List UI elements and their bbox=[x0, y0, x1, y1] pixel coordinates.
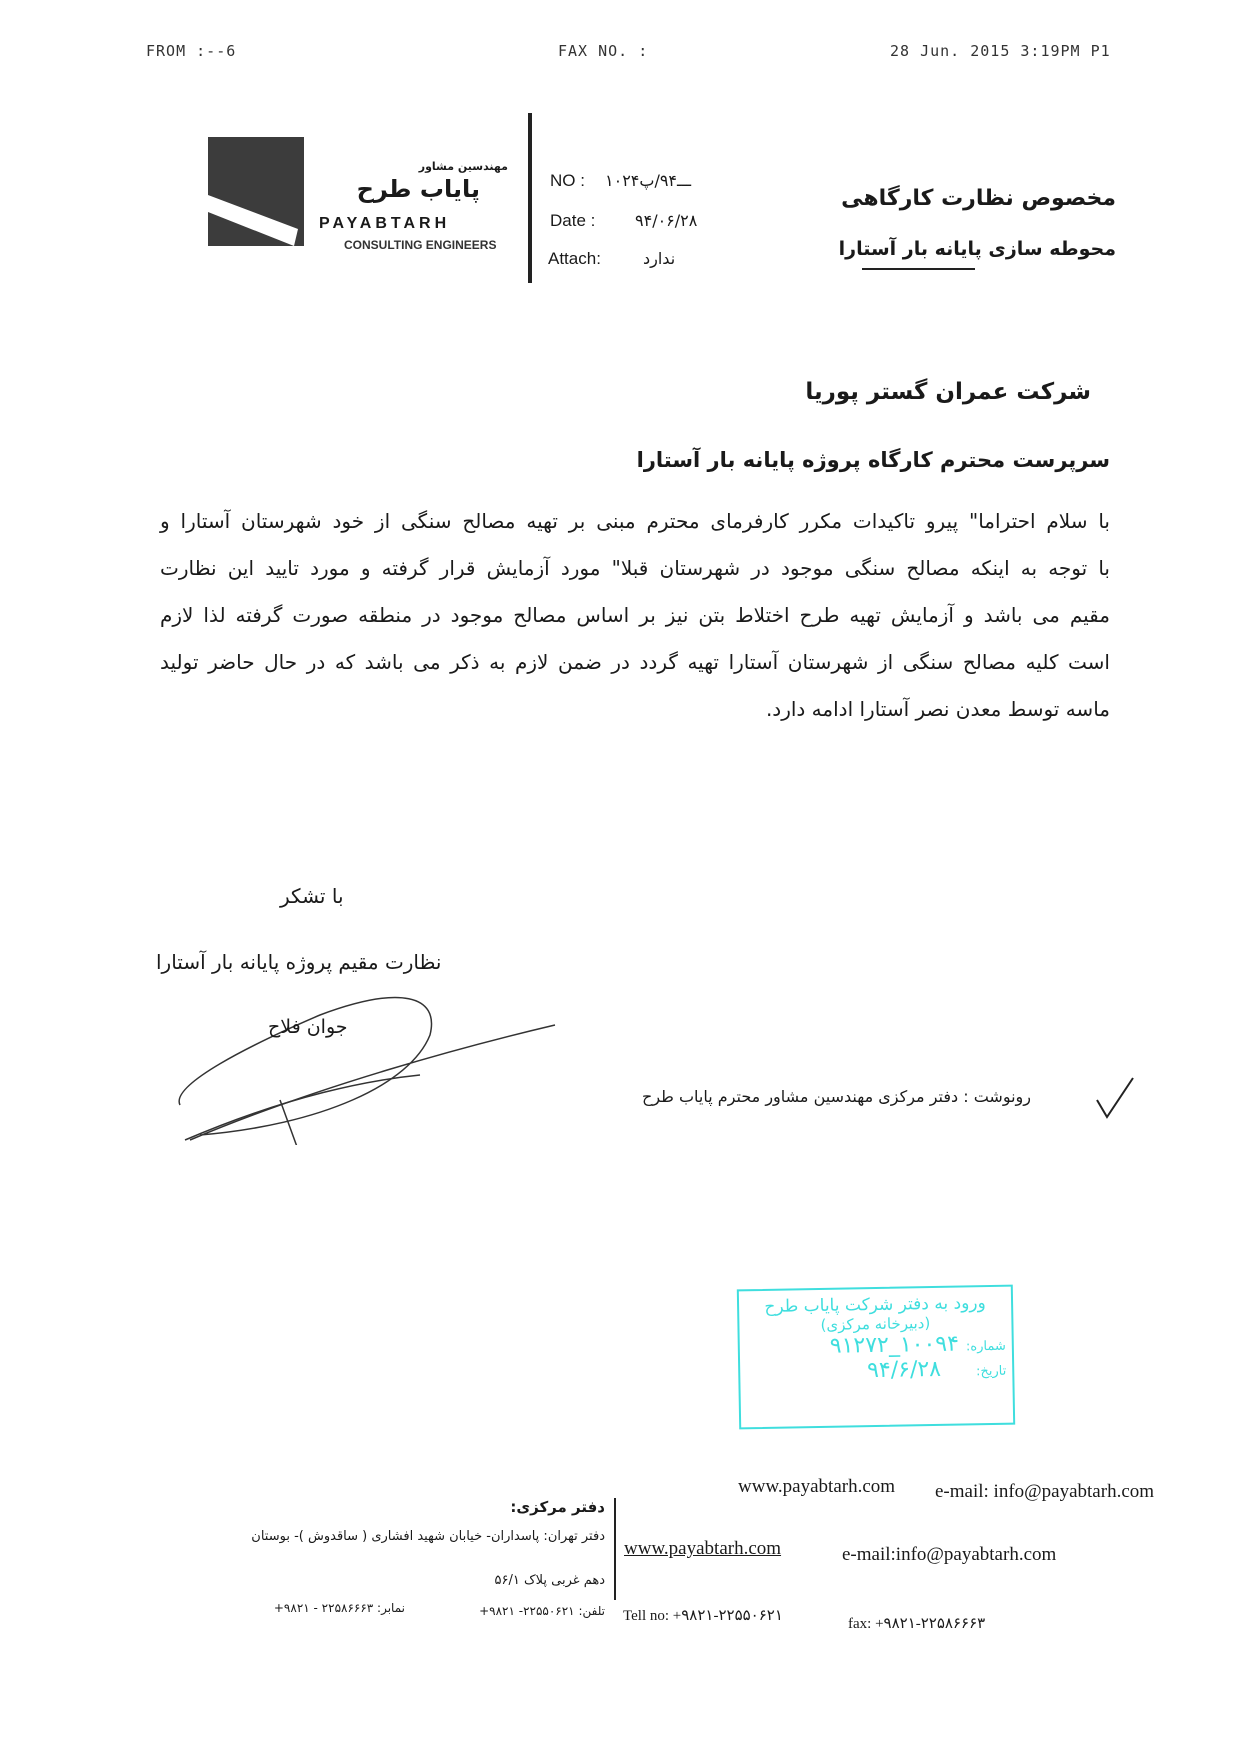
recipient: شرکت عمران گستر پوریا bbox=[805, 379, 1091, 405]
fax-number: FAX NO. : bbox=[558, 42, 649, 60]
footer-phone-fa: تلفن: ۲۲۵۵۰۶۲۱- ۹۸۲۱+ bbox=[479, 1604, 605, 1618]
stamp-date-label: تاریخ: bbox=[975, 1363, 1007, 1380]
body-line: مقیم می باشد و آزمایش تهیه طرح اختلاط بتن نیز بر اساس مصالح موجود در منطقه صورت گرفته لذا لازم bbox=[160, 603, 1110, 627]
signature-icon bbox=[170, 985, 560, 1145]
stamp-number-value: ۱۰۰۹۴_۹۱۲۷۲ bbox=[829, 1331, 960, 1359]
body-line: با سلام احتراما" پیرو تاکیدات مکرر کارفرمای محترم مبنی بر تهیه مصالح سنگی از خود شهرستان آستارا و bbox=[160, 509, 1110, 533]
letter-number-value: ۱۰۲۴ـــ۹۴/پ bbox=[605, 171, 692, 190]
signature-name: جوان فلاح bbox=[268, 1016, 348, 1038]
header-divider bbox=[528, 113, 532, 283]
attachment-value: ندارد bbox=[643, 249, 676, 268]
stamp-date-value: ۹۴/۶/۲۸ bbox=[866, 1356, 942, 1384]
footer-office-title: دفتر مرکزی: bbox=[510, 1498, 605, 1516]
logo-en-name: PAYABTARH bbox=[319, 215, 451, 232]
fax-from: FROM :--6 bbox=[146, 42, 237, 60]
body-line: با توجه به اینکه مصالح سنگی موجود در شهرستان قبلا" مورد آزمایش قرار گرفته و مورد تایید این نظارت bbox=[160, 556, 1110, 580]
body-line: است کلیه مصالح سنگی از شهرستان آستارا تهیه گردد در ضمن لازم به ذکر می باشد که در حال حاضر تولید bbox=[160, 650, 1110, 674]
letter-date-value: ۹۴/۰۶/۲۸ bbox=[635, 211, 698, 230]
company-logo bbox=[208, 137, 304, 246]
received-stamp bbox=[737, 1285, 1015, 1430]
footer-tel: Tell no: +۹۸۲۱-۲۲۵۵۰۶۲۱ bbox=[623, 1608, 783, 1624]
footer-email[interactable]: e-mail:info@payabtarh.com bbox=[842, 1544, 1057, 1565]
logo-mark-icon bbox=[208, 137, 304, 246]
attachment-label: Attach: bbox=[548, 249, 601, 268]
letter-body bbox=[160, 498, 1110, 733]
footer-web-top[interactable]: www.payabtarh.com bbox=[738, 1476, 896, 1497]
project-title: محوطه سازی پایانه بار آستارا bbox=[838, 238, 1116, 260]
logo-fa-name: پایاب طرح bbox=[356, 175, 480, 203]
footer-divider bbox=[614, 1498, 616, 1600]
footer-address2: دهم غربی پلاک ۵۶/۱ bbox=[494, 1573, 605, 1588]
cc-line: رونوشت : دفتر مرکزی مهندسین مشاور محترم پایاب طرح bbox=[642, 1087, 1031, 1106]
logo-fa-top: مهندسین مشاور bbox=[418, 160, 508, 173]
checkmark-icon bbox=[1095, 1075, 1135, 1120]
project-title-underline bbox=[862, 268, 975, 270]
stamp-line1: ورود به دفتر شرکت پایاب طرح bbox=[764, 1293, 986, 1317]
stamp-number-label: شماره: bbox=[965, 1338, 1006, 1355]
fax-datetime: 28 Jun. 2015 3:19PM P1 bbox=[890, 42, 1111, 60]
logo-en-sub: CONSULTING ENGINEERS bbox=[344, 238, 497, 252]
footer-fax-fa: نمابر: ۲۲۵۸۶۶۶۳ - ۹۸۲۱+ bbox=[273, 1601, 405, 1615]
footer-address1: دفتر تهران: پاسداران- خیابان شهید افشاری ( ساقدوش )- بوستان bbox=[251, 1529, 605, 1544]
letter-date-label: Date : bbox=[550, 211, 596, 230]
letter-title: مخصوص نظارت کارگاهی bbox=[841, 186, 1116, 211]
footer-web[interactable]: www.payabtarh.com bbox=[624, 1538, 782, 1559]
closing: با تشکر bbox=[280, 884, 344, 908]
footer-fax: fax: +۹۸۲۱-۲۲۵۸۶۶۶۳ bbox=[848, 1616, 986, 1632]
signer-title: نظارت مقیم پروژه پایانه بار آستارا bbox=[156, 950, 442, 974]
footer-email-top[interactable]: e-mail: info@payabtarh.com bbox=[935, 1481, 1155, 1502]
letter-number-label: NO : bbox=[550, 171, 585, 190]
stamp-line2: (دبیرخانه مرکزی) bbox=[820, 1314, 931, 1334]
body-line: ماسه توسط معدن نصر آستارا ادامه دارد. bbox=[765, 697, 1110, 721]
salutation: سرپرست محترم کارگاه پروژه پایانه بار آستارا bbox=[636, 448, 1110, 472]
